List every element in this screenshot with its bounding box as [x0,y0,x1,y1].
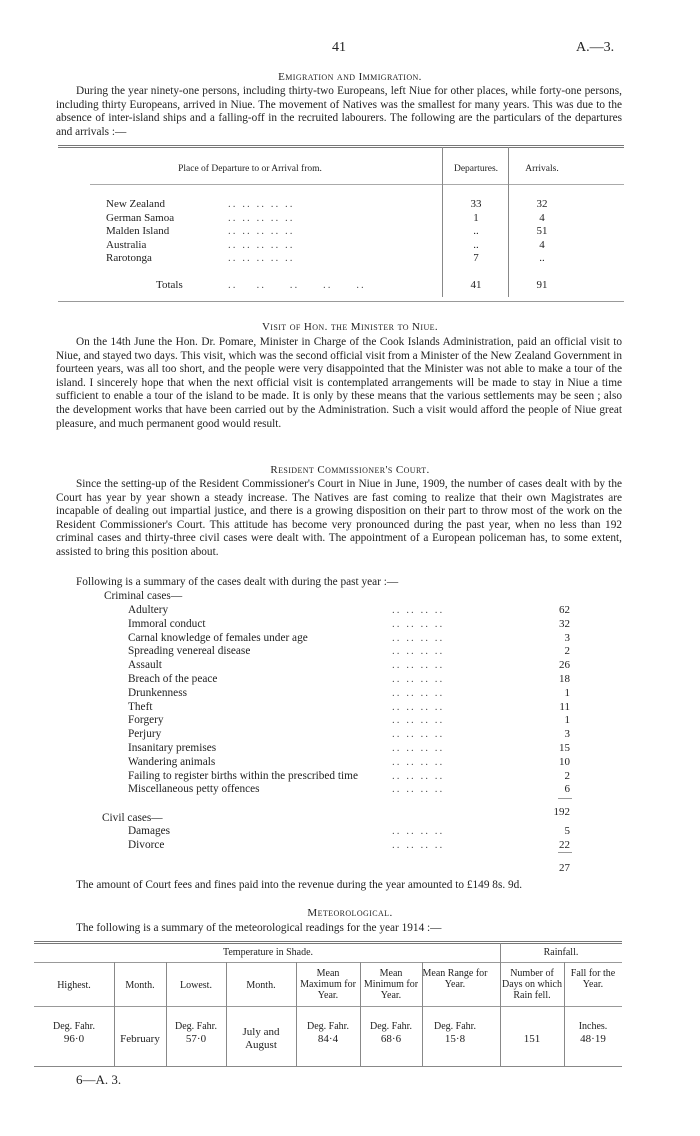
migration-place: Malden Island [106,225,170,237]
civil-total: 27 [559,862,570,874]
case-label: Assault [128,659,162,672]
migration-departures: 7 [473,252,479,264]
case-label: Immoral conduct [128,617,206,630]
case-count: 26 [559,659,570,672]
met-col-header: Highest. [57,980,91,991]
migration-place: German Samoa [106,211,175,224]
case-label: Forgery [128,714,164,727]
leader-dots: .. .. .. .. [392,700,445,713]
case-count: 11 [559,700,570,713]
case-label: Wandering animals [128,755,216,768]
case-label: Insanitary premises [128,742,217,754]
met-col-header: Fall for the Year. [570,968,616,990]
meteorological-intro: The following is a summary of the meteorological readings for the year 1914 :— [76,922,442,934]
met-col-header: Mean Range for Year. [422,968,488,990]
case-label: Divorce [128,838,165,851]
met-col-header: Mean Maximum for Year. [300,968,356,1001]
totals-arrivals: 91 [536,279,548,291]
migration-arrivals: 51 [536,225,548,237]
case-label: Miscellaneous petty offences [128,783,260,796]
court-heading: Resident Commissioner's Court. [270,464,430,476]
met-col-value: 15·8 [444,1033,466,1045]
leader-dots: .. .. .. .. .. [228,211,295,224]
leader-dots: .. .. .. .. [392,604,445,616]
totals-departures: 41 [470,279,482,291]
totals-label: Totals [156,279,183,291]
met-col-unit: Inches. [578,1021,608,1032]
case-label: Carnal knowledge of females under age [128,631,308,644]
met-col-unit: Deg. Fahr. [53,1021,95,1032]
case-count: 3 [564,728,570,741]
leader-dots: .. .. .. .. .. [228,225,295,237]
met-col-value: July and August [242,1026,280,1051]
col-arrivals-header: Arrivals. [525,164,559,174]
leader-dots: .. .. .. .. .. [228,238,295,251]
case-count: 6 [564,783,570,796]
met-col-header: Mean Minimum for Year. [363,968,419,1001]
case-count: 5 [564,825,570,837]
emigration-heading: Emigration and Immigration. [278,71,422,83]
leader-dots: .. .. .. .. [392,617,445,630]
case-label: Perjury [128,728,162,741]
leader-dots: .. .. .. .. [392,769,445,782]
met-col-value: 48·19 [580,1033,606,1045]
case-count: 32 [559,617,570,630]
migration-place: New Zealand [106,198,165,210]
migration-place: Australia [106,238,147,251]
met-col-header: Month. [125,980,155,991]
met-col-unit: Deg. Fahr. [370,1021,412,1032]
migration-arrivals: .. [539,252,545,264]
case-count: 1 [564,686,570,699]
leader-dots: .. .. .. .. [392,673,445,685]
met-col-value: 57·0 [185,1033,207,1045]
leader-dots: .. .. .. .. [392,783,445,796]
court-fees-text: The amount of Court fees and fines paid into the revenue during the year amounted to £149 8s. 9d. [76,879,523,891]
met-col-unit: Deg. Fahr. [307,1021,349,1032]
met-col-value: February [120,1033,160,1045]
meteorological-heading: Meteorological. [307,907,393,919]
column-divider [114,962,115,1066]
case-count: 10 [559,755,570,768]
migration-arrivals: 4 [539,211,545,224]
leader-dots: .. .. .. .. [392,631,445,644]
migration-place: Rarotonga [106,252,152,264]
emigration-paragraph [56,85,622,139]
case-count: 3 [564,631,570,644]
leader-dots: .. .. .. .. .. [228,198,295,210]
document-reference: A.—3. [576,40,615,55]
page-number: 41 [332,40,346,55]
migration-arrivals: 4 [539,238,545,251]
visit-paragraph [56,336,622,431]
leader-dots: .. .. .. .. [392,645,445,658]
migration-departures: 1 [473,211,479,224]
case-count: 22 [559,838,570,851]
temperature-group-header: Temperature in Shade. [222,947,314,958]
leader-dots: .. .. .. .. [392,714,445,727]
migration-departures: 33 [470,198,482,210]
rainfall-group-header: Rainfall. [543,947,579,958]
case-count: 2 [564,769,570,782]
leader-dots: .. .. .. .. [392,686,445,699]
case-label: Spreading venereal disease [128,645,251,658]
met-col-unit: Deg. Fahr. [434,1021,476,1032]
emigration-text: During the year ninety-one persons, including thirty-two Europeans, left Niue for other places, while forty-one persons, including thirty Europeans, arrived in Niue. The movement of Natives was the smallest for many years. This was due to the absence of inter-island ships and a falling-off in the recruited labourers. The following are the particulars of the departures and arrivals :— [56,85,622,138]
visit-text: On the 14th June the Hon. Dr. Pomare, Minister in Charge of the Cook Islands Administration, paid an official visit to Niue, and stayed two days. This visit, which was the second official visit from a Minister of the New Zealand Government in fourteen years, was all too short, and the people were very disappointed that the Minister was not able to make a tour of the island. I sincerely hope that when the next official visit is contemplated arrangements will be made to stay in Niue a time sufficient to enable a tour of the island to be made. It is only by these means that the various settlements may be seen ; also the development works that have been carried out by the Administration. Such a visit would afford the people of Niue great pleasure, and much permanent good would result. [56,336,622,430]
migration-departures: .. [473,238,479,251]
case-label: Failing to register births within the prescribed time [128,769,358,782]
leader-dots: .. .. .. .. [392,755,445,768]
met-col-value: 151 [523,1033,541,1045]
column-divider [166,962,167,1066]
col-place-header: Place of Departure to or Arrival from. [178,164,322,174]
court-paragraph [56,478,622,560]
civil-label: Civil cases— [102,812,163,824]
met-col-header: Number of Days on which Rain fell. [502,968,562,1001]
footer-signature: 6—A. 3. [76,1072,122,1087]
leader-dots: .. .. .. .. [392,728,445,741]
met-col-value: 96·0 [63,1033,85,1045]
col-departures-header: Departures. [453,164,499,174]
case-label: Theft [128,700,153,713]
met-col-header: Lowest. [180,980,212,991]
case-label: Damages [128,825,171,837]
migration-departures: .. [473,225,479,237]
visit-heading: Visit of Hon. the Minister to Niue. [261,321,439,333]
met-col-value: 84·4 [317,1033,339,1045]
criminal-total: 192 [553,806,570,818]
met-col-unit: Deg. Fahr. [175,1021,217,1032]
leader-dots: .. .. .. .. [392,659,445,672]
leader-dots: .. .. .. .. [392,742,445,754]
leader-dots: .. .. .. .. [392,838,445,851]
met-col-value: 68·6 [380,1033,402,1045]
case-count: 2 [564,645,570,658]
case-count: 18 [559,673,570,685]
leader-dots: .. .. .. .. .. [228,252,295,264]
leader-dots: .. .. .. .. [392,825,445,837]
summary-intro: Following is a summary of the cases dealt with during the past year :— [76,576,399,588]
case-count: 15 [559,742,570,754]
case-count: 62 [559,604,570,616]
case-label: Drunkenness [128,686,187,699]
court-text: Since the setting-up of the Resident Commissioner's Court in Niue in June, 1909, the number of cases dealt with by the Court has year by year shown a steady increase. The Natives are fast coming to realize that their own Magistrates are incapable of dealing out impartial justice, and there is a growing disposition on their part to throw most of the work on the Resident Commissioner's Court. This attitude has become very pronounced during the past year, when no less than 192 criminal cases and thirty-three civil cases were dealt with. The appointment of a European policeman has, to some extent, assisted to bring this position about. [56,478,622,558]
migration-arrivals: 32 [536,198,548,210]
met-col-header: Month. [246,980,276,991]
case-label: Breach of the peace [128,673,218,685]
case-count: 1 [564,714,570,727]
case-label: Adultery [128,604,169,616]
criminal-label: Criminal cases— [104,590,183,602]
